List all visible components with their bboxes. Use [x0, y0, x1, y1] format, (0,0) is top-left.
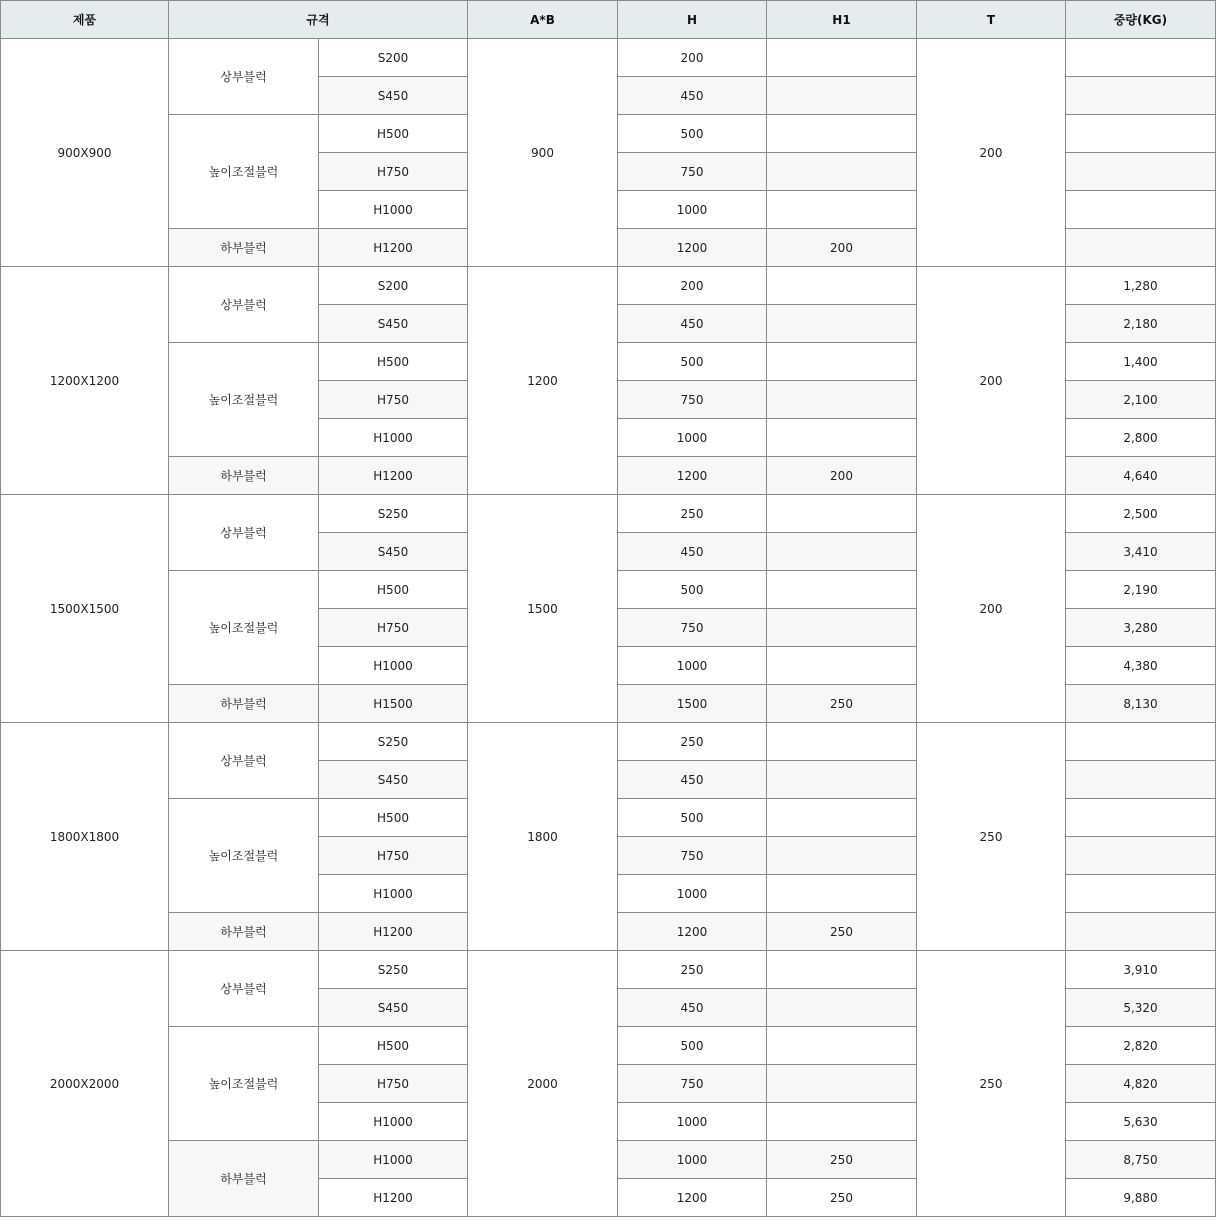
category-cell: 하부블럭 — [169, 913, 319, 951]
h-cell: 1200 — [618, 457, 767, 495]
spec-cell: S450 — [319, 77, 468, 115]
weight-cell: 1,400 — [1066, 343, 1216, 381]
h-cell: 250 — [618, 951, 767, 989]
h-cell: 1200 — [618, 229, 767, 267]
spec-cell: S250 — [319, 951, 468, 989]
spec-cell: H750 — [319, 381, 468, 419]
h1-cell — [767, 609, 917, 647]
weight-cell: 8,130 — [1066, 685, 1216, 723]
spec-cell: H1000 — [319, 419, 468, 457]
product-cell: 1500X1500 — [1, 495, 169, 723]
h-cell: 750 — [618, 609, 767, 647]
h-cell: 450 — [618, 305, 767, 343]
spec-cell: S200 — [319, 267, 468, 305]
t-cell: 250 — [917, 951, 1066, 1217]
h-cell: 1000 — [618, 875, 767, 913]
spec-cell: H1200 — [319, 229, 468, 267]
weight-cell: 3,910 — [1066, 951, 1216, 989]
h1-cell — [767, 305, 917, 343]
header-spec: 규격 — [169, 1, 468, 39]
weight-cell — [1066, 229, 1216, 267]
weight-cell — [1066, 77, 1216, 115]
spec-cell: H1000 — [319, 1103, 468, 1141]
h-cell: 250 — [618, 723, 767, 761]
h-cell: 1000 — [618, 419, 767, 457]
header-t: T — [917, 1, 1066, 39]
h-cell: 450 — [618, 989, 767, 1027]
table-header — [1, 1, 1216, 39]
spec-cell: S450 — [319, 305, 468, 343]
h-cell: 750 — [618, 837, 767, 875]
table-row — [1, 723, 1216, 761]
category-cell: 높이조절블럭 — [169, 115, 319, 229]
h1-cell — [767, 419, 917, 457]
weight-cell — [1066, 191, 1216, 229]
ab-cell: 1800 — [468, 723, 618, 951]
h-cell: 1200 — [618, 913, 767, 951]
weight-cell — [1066, 837, 1216, 875]
h-cell: 450 — [618, 533, 767, 571]
category-cell: 높이조절블럭 — [169, 571, 319, 685]
product-cell: 900X900 — [1, 39, 169, 267]
h-cell: 1000 — [618, 647, 767, 685]
h1-cell — [767, 761, 917, 799]
weight-cell — [1066, 875, 1216, 913]
h1-cell: 250 — [767, 1141, 917, 1179]
h1-cell — [767, 191, 917, 229]
weight-cell: 5,630 — [1066, 1103, 1216, 1141]
h1-cell — [767, 1027, 917, 1065]
h-cell: 750 — [618, 153, 767, 191]
weight-cell: 2,100 — [1066, 381, 1216, 419]
spec-cell: H1000 — [319, 191, 468, 229]
category-cell: 하부블럭 — [169, 685, 319, 723]
spec-cell: H750 — [319, 837, 468, 875]
h1-cell — [767, 533, 917, 571]
table-row — [1, 267, 1216, 305]
weight-cell — [1066, 913, 1216, 951]
header-h: H — [618, 1, 767, 39]
h1-cell — [767, 875, 917, 913]
ab-cell: 2000 — [468, 951, 618, 1217]
h1-cell — [767, 495, 917, 533]
spec-cell: S250 — [319, 495, 468, 533]
weight-cell — [1066, 115, 1216, 153]
spec-cell: H1200 — [319, 457, 468, 495]
h-cell: 450 — [618, 77, 767, 115]
h1-cell: 200 — [767, 229, 917, 267]
category-cell: 상부블럭 — [169, 39, 319, 115]
h-cell: 1000 — [618, 1103, 767, 1141]
product-cell: 1800X1800 — [1, 723, 169, 951]
weight-cell: 2,820 — [1066, 1027, 1216, 1065]
ab-cell: 1200 — [468, 267, 618, 495]
h-cell: 500 — [618, 343, 767, 381]
spec-cell: H1200 — [319, 1179, 468, 1217]
spec-cell: H500 — [319, 571, 468, 609]
header-h1: H1 — [767, 1, 917, 39]
table-body — [1, 39, 1216, 1217]
h-cell: 500 — [618, 1027, 767, 1065]
spec-cell: H1000 — [319, 875, 468, 913]
spec-cell: H500 — [319, 115, 468, 153]
weight-cell: 4,640 — [1066, 457, 1216, 495]
h-cell: 500 — [618, 799, 767, 837]
category-cell: 높이조절블럭 — [169, 799, 319, 913]
spec-cell: H750 — [319, 609, 468, 647]
weight-cell — [1066, 153, 1216, 191]
weight-cell: 2,180 — [1066, 305, 1216, 343]
h1-cell — [767, 39, 917, 77]
h1-cell — [767, 951, 917, 989]
h1-cell — [767, 799, 917, 837]
category-cell: 높이조절블럭 — [169, 1027, 319, 1141]
ab-cell: 1500 — [468, 495, 618, 723]
h-cell: 500 — [618, 115, 767, 153]
weight-cell: 1,280 — [1066, 267, 1216, 305]
h1-cell — [767, 571, 917, 609]
category-cell: 높이조절블럭 — [169, 343, 319, 457]
weight-cell: 2,800 — [1066, 419, 1216, 457]
spec-cell: S200 — [319, 39, 468, 77]
h-cell: 1000 — [618, 1141, 767, 1179]
weight-cell: 2,190 — [1066, 571, 1216, 609]
weight-cell: 5,320 — [1066, 989, 1216, 1027]
ab-cell: 900 — [468, 39, 618, 267]
weight-cell: 9,880 — [1066, 1179, 1216, 1217]
h1-cell: 200 — [767, 457, 917, 495]
h-cell: 750 — [618, 381, 767, 419]
h-cell: 250 — [618, 495, 767, 533]
h-cell: 200 — [618, 267, 767, 305]
h1-cell — [767, 723, 917, 761]
h-cell: 1200 — [618, 1179, 767, 1217]
h-cell: 1000 — [618, 191, 767, 229]
h1-cell — [767, 837, 917, 875]
spec-cell: H1200 — [319, 913, 468, 951]
weight-cell — [1066, 39, 1216, 77]
h-cell: 200 — [618, 39, 767, 77]
h1-cell — [767, 343, 917, 381]
spec-cell: H500 — [319, 1027, 468, 1065]
product-cell: 2000X2000 — [1, 951, 169, 1217]
spec-cell: H1000 — [319, 1141, 468, 1179]
h1-cell — [767, 267, 917, 305]
h1-cell — [767, 153, 917, 191]
category-cell: 하부블럭 — [169, 1141, 319, 1217]
h-cell: 750 — [618, 1065, 767, 1103]
spec-cell: H750 — [319, 153, 468, 191]
t-cell: 200 — [917, 39, 1066, 267]
weight-cell: 3,410 — [1066, 533, 1216, 571]
spec-cell: S250 — [319, 723, 468, 761]
h1-cell — [767, 381, 917, 419]
spec-cell: S450 — [319, 989, 468, 1027]
t-cell: 250 — [917, 723, 1066, 951]
spec-cell: S450 — [319, 761, 468, 799]
h-cell: 450 — [618, 761, 767, 799]
spec-cell: H750 — [319, 1065, 468, 1103]
product-cell: 1200X1200 — [1, 267, 169, 495]
weight-cell — [1066, 761, 1216, 799]
table-row — [1, 39, 1216, 77]
h1-cell — [767, 115, 917, 153]
t-cell: 200 — [917, 495, 1066, 723]
category-cell: 상부블럭 — [169, 723, 319, 799]
h1-cell — [767, 989, 917, 1027]
h-cell: 1500 — [618, 685, 767, 723]
h1-cell: 250 — [767, 913, 917, 951]
weight-cell: 4,380 — [1066, 647, 1216, 685]
header-ab: A*B — [468, 1, 618, 39]
weight-cell: 3,280 — [1066, 609, 1216, 647]
table-row — [1, 495, 1216, 533]
spec-cell: H500 — [319, 799, 468, 837]
header-product: 제품 — [1, 1, 169, 39]
weight-cell: 4,820 — [1066, 1065, 1216, 1103]
weight-cell: 8,750 — [1066, 1141, 1216, 1179]
table-row — [1, 951, 1216, 989]
category-cell: 하부블럭 — [169, 229, 319, 267]
spec-cell: H500 — [319, 343, 468, 381]
h1-cell: 250 — [767, 1179, 917, 1217]
spec-cell: H1000 — [319, 647, 468, 685]
weight-cell — [1066, 799, 1216, 837]
header-weight: 중량(KG) — [1066, 1, 1216, 39]
h1-cell — [767, 1103, 917, 1141]
h1-cell: 250 — [767, 685, 917, 723]
category-cell: 상부블럭 — [169, 495, 319, 571]
h1-cell — [767, 77, 917, 115]
spec-cell: H1500 — [319, 685, 468, 723]
category-cell: 상부블럭 — [169, 267, 319, 343]
h1-cell — [767, 647, 917, 685]
t-cell: 200 — [917, 267, 1066, 495]
category-cell: 하부블럭 — [169, 457, 319, 495]
weight-cell — [1066, 723, 1216, 761]
category-cell: 상부블럭 — [169, 951, 319, 1027]
spec-cell: S450 — [319, 533, 468, 571]
h-cell: 500 — [618, 571, 767, 609]
h1-cell — [767, 1065, 917, 1103]
weight-cell: 2,500 — [1066, 495, 1216, 533]
